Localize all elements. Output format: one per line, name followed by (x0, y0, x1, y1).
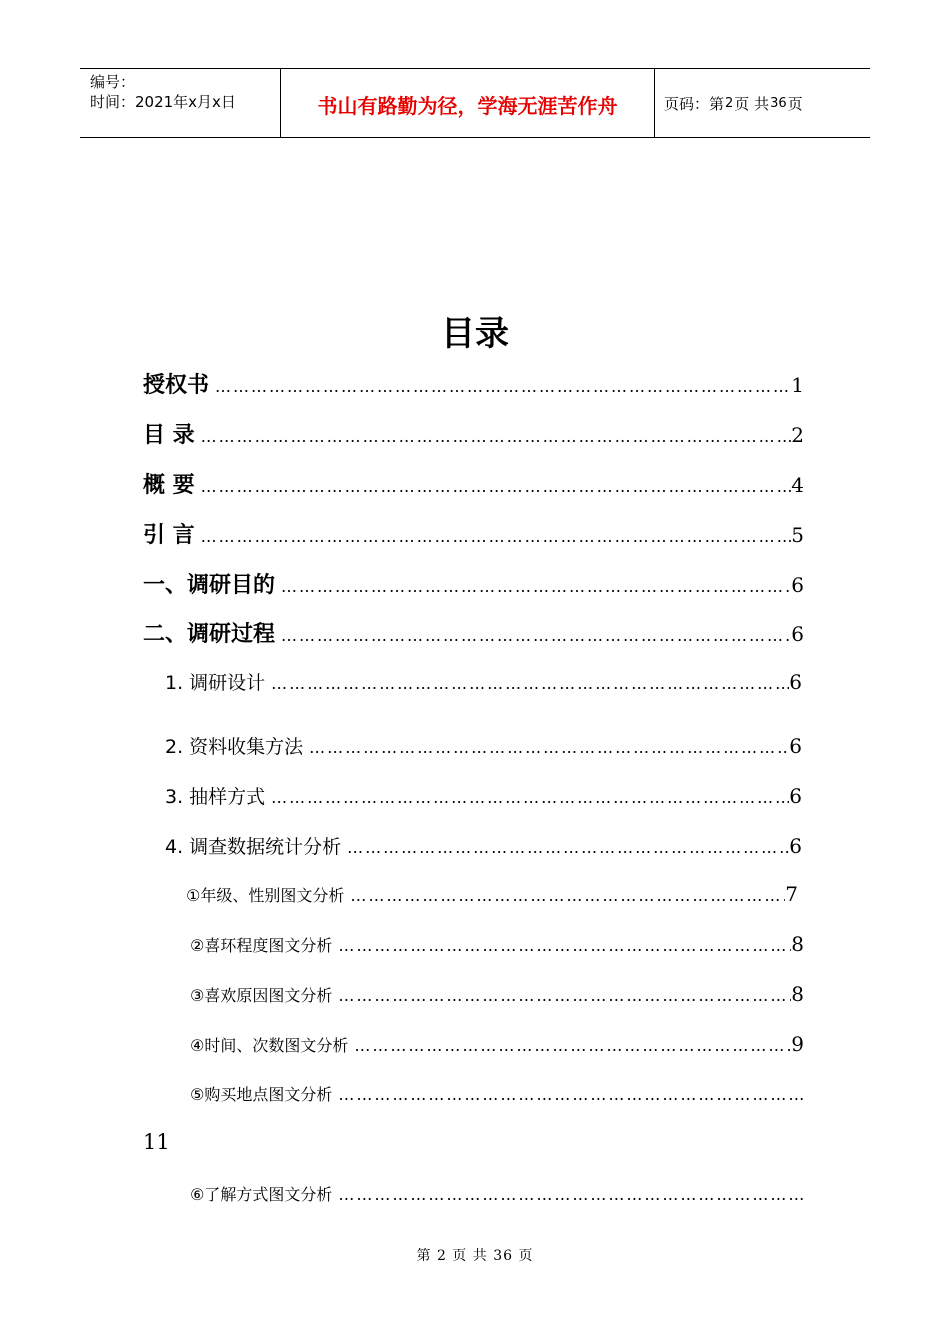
toc-leader-dots (275, 577, 791, 596)
toc-entry-label: ②喜环程度图文分析 (190, 936, 333, 955)
page-header (80, 68, 870, 138)
toc-leader-dots (344, 886, 785, 905)
toc-entry-page: 6 (789, 784, 802, 808)
toc-leader-dots (209, 377, 791, 396)
page-number: 2 (725, 95, 734, 111)
toc-entry-page: 5 (791, 523, 804, 547)
toc-entry-page: 6 (789, 834, 802, 858)
document-date-label: 时间：2021年x月x日 (90, 93, 236, 111)
page-label: 页码：第 (664, 94, 725, 113)
toc-entry-page: 9 (791, 1032, 804, 1056)
toc-leader-dots (332, 1185, 808, 1204)
toc-entry-label: 二、调研过程 (143, 622, 276, 647)
toc-leader-dots (275, 626, 791, 645)
toc-entry-label: ④时间、次数图文分析 (190, 1036, 349, 1055)
toc-entry-page: 6 (791, 573, 804, 597)
header-motto: 书山有路勤为径，学海无涯苦作舟 (281, 69, 655, 137)
toc-entry-page: 8 (791, 932, 804, 956)
toc-entry[interactable] (190, 1082, 808, 1105)
toc-entry[interactable] (143, 418, 804, 449)
toc-entry-page: 6 (789, 734, 802, 758)
toc-entry-label: 一、调研目的 (143, 573, 276, 598)
toc-title: 目录 (441, 314, 509, 354)
toc-entry[interactable] (143, 368, 804, 399)
toc-leader-dots (303, 738, 789, 757)
toc-leader-dots (341, 838, 789, 857)
toc-entry-label: ⑤购买地点图文分析 (190, 1085, 333, 1104)
toc-leader-dots (332, 986, 791, 1005)
toc-leader-dots (332, 936, 791, 955)
toc-entry[interactable] (190, 932, 804, 956)
toc-entry-page: 4 (791, 473, 804, 497)
header-page-info (655, 69, 870, 137)
toc-entry[interactable] (190, 982, 804, 1006)
toc-entry-label: 1. 调研设计 (165, 672, 266, 694)
toc-leader-dots (195, 427, 792, 446)
toc-entry[interactable] (165, 782, 802, 809)
toc-leader-dots (195, 477, 792, 496)
page-mid-label: 页 共 (734, 94, 770, 113)
toc-entry[interactable] (186, 882, 798, 906)
toc-entry-page: 6 (791, 622, 804, 646)
page-total: 36 (770, 95, 787, 111)
toc-entry-page: 2 (791, 423, 804, 447)
toc-leader-dots (195, 527, 792, 546)
toc-entry-label: 概 要 (143, 473, 195, 498)
toc-entry-label: 3. 抽样方式 (165, 786, 266, 808)
toc-entry-label: 引 言 (143, 523, 195, 548)
toc-entry[interactable] (143, 568, 804, 599)
toc-entry-label: 2. 资料收集方法 (165, 736, 304, 758)
toc-entry-page: 6 (789, 670, 802, 694)
toc-entry[interactable] (143, 468, 804, 499)
toc-entry[interactable] (165, 832, 802, 859)
page-end-label: 页 (787, 94, 803, 113)
toc-entry-label: 4. 调查数据统计分析 (165, 836, 342, 858)
toc-entry[interactable] (143, 518, 804, 549)
toc-entry[interactable] (190, 1032, 804, 1056)
toc-leader-dots (332, 1085, 808, 1104)
toc-leader-dots (265, 674, 789, 693)
toc-entry-label: 目 录 (143, 423, 195, 448)
toc-entry-label: ③喜欢原因图文分析 (190, 986, 333, 1005)
page-footer: 第 2 页 共 36 页 (416, 1248, 534, 1264)
toc-leader-dots (265, 788, 789, 807)
toc-entry-label: ①年级、性别图文分析 (186, 886, 345, 905)
toc-entry[interactable] (143, 617, 804, 648)
toc-entry[interactable] (165, 668, 802, 695)
header-info-cell (80, 69, 281, 137)
toc-leader-dots (348, 1036, 791, 1055)
toc-entry-label: ⑥了解方式图文分析 (190, 1185, 333, 1204)
toc-entry[interactable] (190, 1182, 808, 1205)
toc-continuation-page: 11 (143, 1130, 170, 1154)
toc-entry-label: 授权书 (143, 373, 210, 398)
document-number-label: 编号： (90, 73, 136, 91)
toc-entry[interactable] (165, 732, 802, 759)
toc-entry-page: 8 (791, 982, 804, 1006)
toc-entry-page: 1 (791, 373, 804, 397)
toc-entry-page: 7 (785, 882, 798, 906)
